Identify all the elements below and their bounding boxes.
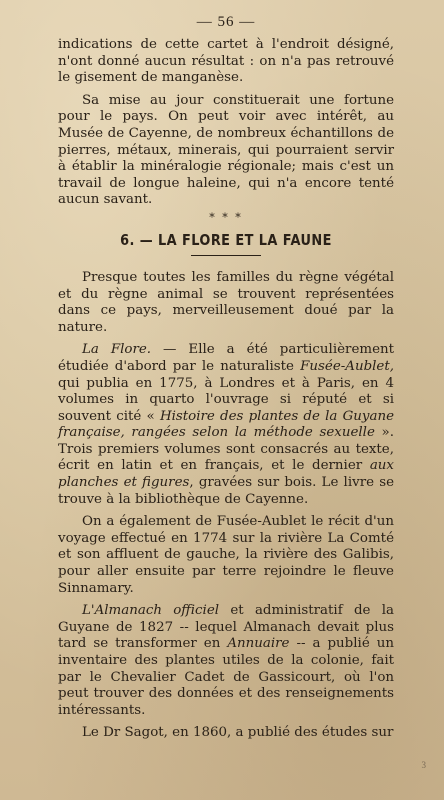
section-heading: 6. — LA FLORE ET LA FAUNE	[120, 230, 332, 249]
flore-lead: La Flore.	[82, 342, 152, 358]
flore-text-2: qui publia en 1775, à Londres et à Paris, en 4 volumes in quarto l'ouvrage si réputé et si souvent cité «	[58, 375, 394, 424]
almanach-title: L'Almanach officiel	[82, 603, 220, 619]
flore-text-3: ». Trois premiers volumes sont consacrés au texte, écrit en latin et en français, et le dernier	[58, 425, 394, 474]
annuaire-title: Annuaire	[227, 636, 290, 652]
section-stars: * * *	[209, 210, 243, 224]
corner-mark: 3	[421, 760, 426, 770]
paragraph-flore	[58, 342, 394, 508]
paragraph-manganese: indications de cette cartet à l'endroit désigné, n'ont donné aucun résultat : on n'a pas retrouvé le gisement de manganèse.	[58, 37, 394, 86]
flore-author: Fusée-Aublet,	[300, 358, 394, 374]
page-number: — 56 —	[196, 14, 256, 30]
flore-text-4: , gravées sur bois. Le livre se trouve à la bibliothèque de Cayenne.	[58, 475, 394, 507]
flore-text-1: — Elle a été particulièrement étudiée d'abord par le naturaliste	[58, 342, 394, 374]
paragraph-museum: Sa mise au jour constituerait une fortune pour le pays. On peut voir avec intérêt, au Musée de Cayenne, de nombreux échantillons de pierres, métaux, minerais, qui pourraient servir à établir la minéralogie régionale; mais c'est un travail de longue haleine, qui n'a encore tenté aucun savant.	[58, 92, 394, 208]
flore-book-title: Histoire des plantes de la Guyane française, rangées selon la méthode sexuelle	[58, 408, 394, 441]
almanach-text-2: -- a publié un inventaire des plantes utiles de la colonie, fait par le Chevalier Cadet de Gassicourt, où l'on peut trouver des données et des renseignements intéressants.	[58, 636, 394, 718]
paragraph-sagot: Le Dr Sagot, en 1860, a publié des études sur	[82, 725, 394, 741]
paragraph-voyage: On a également de Fusée-Aublet le récit d'un voyage effectué en 1774 sur la rivière La Comté et son affluent de gauche, la rivière des Galibis, pour aller ensuite par terre rejoindre le fleuve Sinnamary.	[58, 514, 394, 596]
book-page	[58, 14, 394, 784]
flore-plates: aux planches et figures	[58, 458, 394, 491]
heading-rule	[191, 255, 261, 256]
almanach-text-1: et administratif de la Guyane de 1827 -- lequel Almanach devait plus tard se transformer en	[58, 603, 394, 652]
paragraph-almanach	[58, 603, 394, 719]
paragraph-intro: Presque toutes les familles du règne végétal et du règne animal se trouvent représentées dans ce pays, merveilleusement doué par la nature.	[58, 269, 394, 335]
